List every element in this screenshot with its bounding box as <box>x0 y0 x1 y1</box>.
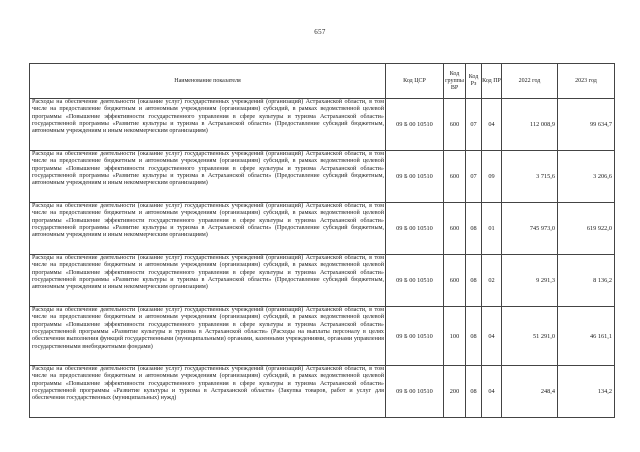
header-2022: 2022 год <box>502 64 558 99</box>
row-name: Расходы на обеспечение деятельности (оказание услуг) государственных учреждений (организаций) Астраханской области, в том числе на предоставление бюджетным и автономным учреждениям (организациям) субсидий, в рамках ведомственной целевой программы «Повышение эффективности государственного управления в сфере культуры и туризма Астраханской области» государственной программы «Развитие культуры и туризма в Астраханской области» (Предоставление субсидий бюджетным, автономным учреждениям и иным некоммерческим организациям) <box>30 151 386 203</box>
budget-table <box>29 63 615 418</box>
row-name: Расходы на обеспечение деятельности (оказание услуг) государственных учреждений (организаций) Астраханской области, в том числе на предоставление бюджетным и автономным учреждениям (организациям) субсидий, в рамках ведомственной целевой программы «Повышение эффективности государственного управления в сфере культуры и туризма Астраханской области» государственной программы «Развитие культуры и туризма в Астраханской области» (Закупка товаров, работ и услуг для обеспечения государственных (муниципальных) нужд) <box>30 366 386 418</box>
table-header-row <box>30 64 615 99</box>
row-csr: 09 Б 00 10510 <box>386 307 444 366</box>
header-pr: Код ПР <box>482 64 502 99</box>
table-row <box>30 151 615 203</box>
row-pr: 09 <box>482 151 502 203</box>
table-row <box>30 255 615 307</box>
row-pr: 01 <box>482 203 502 255</box>
row-name: Расходы на обеспечение деятельности (оказание услуг) государственных учреждений (организаций) Астраханской области, в том числе на предоставление бюджетным и автономным учреждениям (организациям) субсидий, в рамках ведомственной целевой программы «Повышение эффективности государственного управления в сфере культуры и туризма Астраханской области» государственной программы «Развитие культуры и туризма в Астраханской области» (Предоставление субсидий бюджетным, автономным учреждениям и иным некоммерческим организациям) <box>30 255 386 307</box>
row-rz: 08 <box>466 255 482 307</box>
row-2023: 3 206,6 <box>558 151 615 203</box>
row-pr: 04 <box>482 307 502 366</box>
page-number: 657 <box>314 28 326 36</box>
row-csr: 09 Б 00 10510 <box>386 255 444 307</box>
row-vr: 600 <box>444 99 466 151</box>
row-2023: 99 634,7 <box>558 99 615 151</box>
row-rz: 08 <box>466 307 482 366</box>
row-rz: 07 <box>466 151 482 203</box>
row-name: Расходы на обеспечение деятельности (оказание услуг) государственных учреждений (организаций) Астраханской области, в том числе на предоставление бюджетным и автономным учреждениям (организациям) субсидий, в рамках ведомственной целевой программы «Повышение эффективности государственного управления в сфере культуры и туризма Астраханской области» государственной программы «Развитие культуры и туризма в Астраханской области» (Предоставление субсидий бюджетным, автономным учреждениям и иным некоммерческим организациям) <box>30 99 386 151</box>
row-rz: 07 <box>466 99 482 151</box>
row-pr: 02 <box>482 255 502 307</box>
row-2022: 745 973,0 <box>502 203 558 255</box>
header-rz: Код Рз <box>466 64 482 99</box>
table-row <box>30 307 615 366</box>
row-2022: 51 291,0 <box>502 307 558 366</box>
row-name: Расходы на обеспечение деятельности (оказание услуг) государственных учреждений (организаций) Астраханской области, в том числе на предоставление бюджетным и автономным учреждениям (организациям) субсидий, в рамках ведомственной целевой программы «Повышение эффективности государственного управления в сфере культуры и туризма Астраханской области» государственной программы «Развитие культуры и туризма в Астраханской области» (Предоставление субсидий бюджетным, автономным учреждениям и иным некоммерческим организациям) <box>30 203 386 255</box>
row-csr: 09 Б 00 10510 <box>386 366 444 418</box>
row-2022: 9 291,3 <box>502 255 558 307</box>
row-vr: 100 <box>444 307 466 366</box>
row-2023: 619 922,0 <box>558 203 615 255</box>
row-2023: 8 136,2 <box>558 255 615 307</box>
row-name: Расходы на обеспечение деятельности (оказание услуг) государственных учреждений (организаций) Астраханской области, в том числе на предоставление бюджетным и автономным учреждениям (организациям) субсидий, в рамках ведомственной целевой программы «Повышение эффективности государственного управления в сфере культуры и туризма Астраханской области» государственной программы «Развитие культуры и туризма в Астраханской области» (Расходы на выплаты персоналу в целях обеспечения выполнения функций государственными (муниципальными) органами, казенными учреждениями, органами управления государственными внебюджетными фондами) <box>30 307 386 366</box>
row-csr: 09 Б 00 10510 <box>386 203 444 255</box>
row-rz: 08 <box>466 203 482 255</box>
row-vr: 600 <box>444 255 466 307</box>
table-row <box>30 203 615 255</box>
header-2023: 2023 год <box>558 64 615 99</box>
row-2022: 3 715,6 <box>502 151 558 203</box>
header-name: Наименование показателя <box>30 64 386 99</box>
table-row <box>30 99 615 151</box>
table-row <box>30 366 615 418</box>
row-vr: 600 <box>444 151 466 203</box>
row-2022: 248,4 <box>502 366 558 418</box>
row-2023: 46 161,1 <box>558 307 615 366</box>
row-vr: 600 <box>444 203 466 255</box>
row-csr: 09 Б 00 10510 <box>386 99 444 151</box>
row-csr: 09 Б 00 10510 <box>386 151 444 203</box>
row-2023: 134,2 <box>558 366 615 418</box>
row-2022: 112 008,9 <box>502 99 558 151</box>
row-rz: 08 <box>466 366 482 418</box>
header-vr: Код группы ВР <box>444 64 466 99</box>
row-pr: 04 <box>482 99 502 151</box>
row-pr: 04 <box>482 366 502 418</box>
row-vr: 200 <box>444 366 466 418</box>
header-csr: Код ЦСР <box>386 64 444 99</box>
